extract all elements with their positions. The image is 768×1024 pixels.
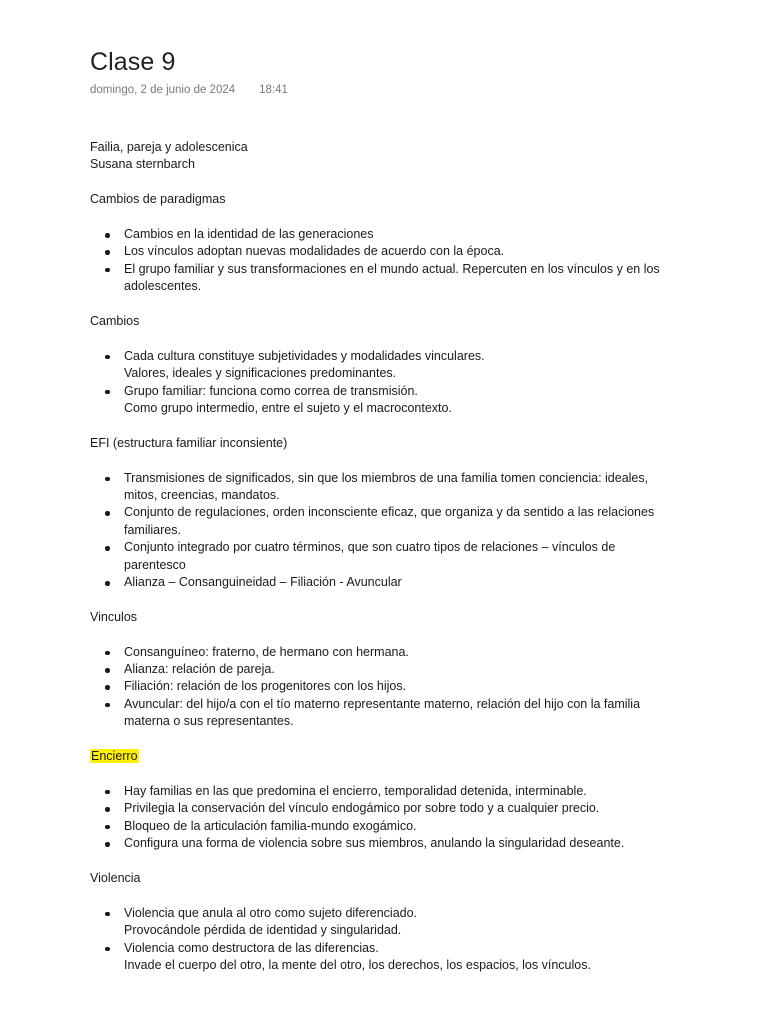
bullet-icon	[105, 546, 110, 551]
note-time: 18:41	[259, 84, 288, 96]
list-item-continuation: familiares.	[124, 522, 181, 537]
list-item	[124, 504, 680, 539]
bullet-icon	[105, 233, 110, 238]
list-item-text: El grupo familiar y sus transformaciones en el mundo actual. Repercuten en los vínculos y en los	[124, 261, 660, 276]
page-title[interactable]: Clase 9	[90, 48, 176, 76]
list-item-continuation: Provocándole pérdida de identidad y singularidad.	[124, 923, 402, 938]
bullet-list	[90, 905, 680, 975]
list-item	[124, 800, 680, 817]
bullet-icon	[105, 250, 110, 255]
bullet-list	[90, 783, 680, 853]
list-item	[124, 835, 680, 852]
list-item-text: Violencia que anula al otro como sujeto diferenciado.	[124, 905, 418, 920]
list-item-text: Bloqueo de la articulación familia-mundo exogámico.	[124, 818, 417, 833]
bullet-icon	[105, 651, 110, 656]
list-item-continuation: Invade el cuerpo del otro, la mente del otro, los derechos, los espacios, los vínculos.	[124, 957, 591, 972]
bullet-icon	[105, 511, 110, 516]
list-item-text: Alianza – Consanguineidad – Filiación - Avuncular	[124, 575, 402, 590]
bullet-icon	[105, 268, 110, 273]
note-date: domingo, 2 de junio de 2024	[90, 84, 236, 96]
list-item	[124, 818, 680, 835]
bullet-icon	[105, 807, 110, 812]
intro-line: Susana sternbarch	[90, 157, 195, 172]
list-item-text: Privilegia la conservación del vínculo endogámico por sobre todo y a cualquier precio.	[124, 801, 600, 816]
list-item-continuation: materna o sus representantes.	[124, 714, 294, 729]
sections-container	[90, 191, 680, 974]
section-heading-text: Cambios de paradigmas	[90, 192, 226, 207]
highlighted-heading-text: Encierro	[91, 749, 138, 764]
section-heading	[90, 609, 680, 626]
section-heading-text: Vinculos	[90, 609, 138, 624]
list-item-text: Avuncular: del hijo/a con el tío materno representante materno, relación del hijo con la familia	[124, 696, 641, 711]
list-item-text: Conjunto integrado por cuatro términos, que son cuatro tipos de relaciones – vínculos de	[124, 540, 616, 555]
bullet-list	[90, 644, 680, 731]
note-header	[90, 46, 690, 98]
section-heading	[90, 870, 680, 887]
list-item	[124, 783, 680, 800]
list-item-text: Hay familias en las que predomina el encierro, temporalidad detenida, interminable.	[124, 783, 587, 798]
list-item-text: Configura una forma de violencia sobre sus miembros, anulando la singularidad deseante.	[124, 836, 625, 851]
list-item	[124, 678, 680, 695]
section-heading	[90, 435, 680, 452]
list-item-text: Cambios en la identidad de las generaciones	[124, 227, 374, 241]
section-heading	[90, 748, 680, 765]
section-heading	[90, 313, 680, 330]
bullet-icon	[105, 355, 110, 360]
section-heading-text: Violencia	[90, 870, 141, 885]
list-item	[124, 661, 680, 678]
bullet-icon	[105, 825, 110, 830]
bullet-icon	[105, 912, 110, 917]
list-item	[124, 261, 680, 296]
note-timestamp	[90, 82, 690, 98]
list-item-continuation: Como grupo intermedio, entre el sujeto y el macrocontexto.	[124, 401, 452, 416]
list-item	[124, 470, 680, 505]
list-item	[124, 574, 680, 591]
section-heading-text: EFI (estructura familiar inconsiente)	[90, 435, 288, 450]
list-item-text: Cada cultura constituye subjetividades y modalidades vinculares.	[124, 348, 485, 363]
list-item-text: Alianza: relación de pareja.	[124, 662, 275, 677]
list-item-continuation: parentesco	[124, 557, 186, 572]
list-item	[124, 696, 680, 731]
list-item	[124, 226, 680, 243]
list-item-text: Grupo familiar: funciona como correa de transmisión.	[124, 383, 418, 398]
list-item	[124, 348, 680, 383]
list-item-text: Filiación: relación de los progenitores con los hijos.	[124, 679, 407, 694]
list-item	[124, 940, 680, 975]
bullet-icon	[105, 790, 110, 795]
list-item-text: Conjunto de regulaciones, orden inconsciente eficaz, que organiza y da sentido a las relaciones	[124, 505, 655, 520]
list-item	[124, 539, 680, 574]
bullet-icon	[105, 581, 110, 586]
list-item-text: Violencia como destructora de las diferencias.	[124, 940, 379, 955]
intro-line: Failia, pareja y adolescenica	[90, 140, 248, 154]
note-body[interactable]	[90, 139, 680, 974]
section-heading-text: Cambios	[90, 314, 140, 329]
bullet-icon	[105, 703, 110, 708]
bullet-icon	[105, 947, 110, 952]
bullet-icon	[105, 842, 110, 847]
bullet-list	[90, 226, 680, 296]
list-item-text: Transmisiones de significados, sin que los miembros de una familia tomen conciencia: ideales,	[124, 470, 649, 485]
section-heading	[90, 191, 680, 208]
bullet-icon	[105, 390, 110, 395]
list-item-text: Consanguíneo: fraterno, de hermano con hermana.	[124, 644, 409, 659]
list-item	[124, 243, 680, 260]
list-item	[124, 383, 680, 418]
list-item	[124, 644, 680, 661]
bullet-list	[90, 348, 680, 418]
bullet-icon	[105, 668, 110, 673]
list-item-continuation: Valores, ideales y significaciones predominantes.	[124, 366, 397, 381]
list-item-text: Los vínculos adoptan nuevas modalidades de acuerdo con la época.	[124, 244, 505, 259]
list-item-continuation: adolescentes.	[124, 279, 202, 294]
bullet-list	[90, 470, 680, 592]
bullet-icon	[105, 477, 110, 482]
bullet-icon	[105, 685, 110, 690]
list-item-continuation: mitos, creencias, mandatos.	[124, 488, 280, 503]
list-item	[124, 905, 680, 940]
